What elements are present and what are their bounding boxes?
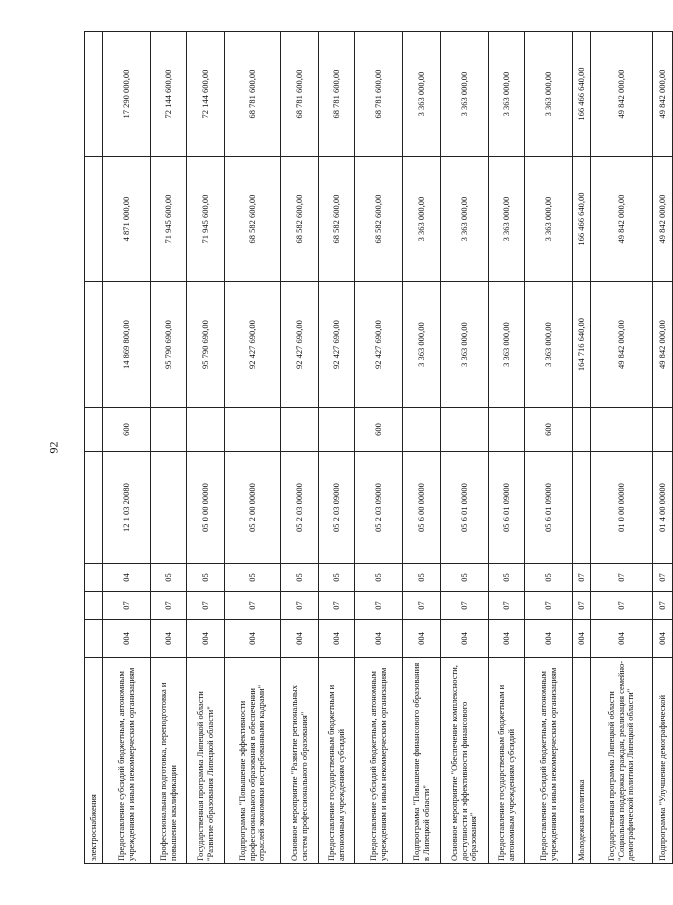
- table-cell: 72 144 600,00: [187, 32, 225, 157]
- table-cell: 4 871 000,00: [103, 157, 151, 282]
- table-row: [573, 32, 591, 864]
- table-cell: [281, 408, 319, 452]
- table-cell: [319, 408, 355, 452]
- table-cell: 14 869 800,00: [103, 282, 151, 408]
- row-name-cell: Предоставление субсидий бюджетным, автономным учреждениям и иным некоммерческим организациям: [525, 658, 573, 864]
- table-row: [591, 32, 653, 864]
- table-cell: 05 6 01 09000: [489, 452, 525, 564]
- row-name-cell: Подпрограмма "Улучшение демографической: [653, 658, 673, 864]
- table-cell: 3 363 000,00: [403, 157, 441, 282]
- table-cell: 004: [355, 620, 403, 658]
- table-cell: 3 363 000,00: [489, 157, 525, 282]
- table-cell: 07: [187, 592, 225, 620]
- table-cell: [489, 408, 525, 452]
- table-cell: 07: [653, 592, 673, 620]
- table-cell: 3 363 000,00: [489, 32, 525, 157]
- table-cell: 3 363 000,00: [441, 157, 489, 282]
- table-cell: 68 582 600,00: [319, 157, 355, 282]
- table-cell: 004: [525, 620, 573, 658]
- table-cell: 04: [103, 564, 151, 592]
- table-body: [85, 32, 673, 864]
- table-cell: 3 363 000,00: [441, 32, 489, 157]
- table-row: [151, 32, 187, 864]
- table-cell: 07: [103, 592, 151, 620]
- table-cell: 49 842 000,00: [591, 32, 653, 157]
- table-cell: 05 6 01 00000: [441, 452, 489, 564]
- row-name-cell: Предоставление субсидий бюджетным, автономным учреждениям и иным некоммерческим организациям: [103, 658, 151, 864]
- table-cell: 004: [573, 620, 591, 658]
- table-cell: 05 2 03 09000: [319, 452, 355, 564]
- table-cell: 92 427 690,00: [319, 282, 355, 408]
- table-row: [525, 32, 573, 864]
- table-cell: 3 363 000,00: [525, 32, 573, 157]
- table-cell: 004: [489, 620, 525, 658]
- row-name-cell: Профессиональная подготовка, переподготовка и повышение квалификации: [151, 658, 187, 864]
- row-name-cell: Государственная программа Липецкой области "Социальная поддержка граждан, реализация семейно-демографической политики Липецкой области": [591, 658, 653, 864]
- table-cell: 68 582 600,00: [355, 157, 403, 282]
- table-cell: [85, 32, 103, 157]
- row-name-cell: Подпрограмма "Повышение финансового образования в Липецкой области": [403, 658, 441, 864]
- table-cell: 92 427 690,00: [355, 282, 403, 408]
- table-cell: 004: [103, 620, 151, 658]
- table-cell: 05: [225, 564, 281, 592]
- table-cell: [85, 620, 103, 658]
- table-cell: [85, 408, 103, 452]
- table-cell: 004: [403, 620, 441, 658]
- rotated-table-wrapper: [84, 32, 673, 864]
- table-cell: [573, 452, 591, 564]
- table-cell: [187, 408, 225, 452]
- table-cell: [403, 408, 441, 452]
- table-cell: 004: [653, 620, 673, 658]
- row-name-cell: Предоставление субсидий бюджетным, автономным учреждениям и иным некоммерческим организациям: [355, 658, 403, 864]
- table-cell: 01 0 00 00000: [591, 452, 653, 564]
- table-cell: 004: [591, 620, 653, 658]
- table-cell: 004: [441, 620, 489, 658]
- table-row: [187, 32, 225, 864]
- table-cell: 95 790 690,00: [187, 282, 225, 408]
- budget-table: [84, 31, 673, 864]
- table-cell: 95 790 690,00: [151, 282, 187, 408]
- table-cell: 71 945 600,00: [151, 157, 187, 282]
- table-cell: 07: [573, 564, 591, 592]
- table-cell: 166 466 640,00: [573, 157, 591, 282]
- table-row: [355, 32, 403, 864]
- table-cell: 600: [355, 408, 403, 452]
- table-cell: 12 1 03 20080: [103, 452, 151, 564]
- table-cell: 05: [403, 564, 441, 592]
- table-cell: 07: [591, 592, 653, 620]
- table-row: [85, 32, 103, 864]
- row-name-cell: Предоставление государственным бюджетным и автономным учреждениям субсидий: [489, 658, 525, 864]
- table-cell: 49 842 000,00: [591, 157, 653, 282]
- table-cell: 3 363 000,00: [403, 282, 441, 408]
- table-cell: 3 363 000,00: [489, 282, 525, 408]
- table-cell: 3 363 000,00: [525, 157, 573, 282]
- table-cell: 004: [281, 620, 319, 658]
- page-number: 92: [46, 441, 61, 454]
- table-cell: 72 144 600,00: [151, 32, 187, 157]
- table-cell: 68 582 600,00: [225, 157, 281, 282]
- row-name-cell: Основное мероприятие "Обеспечение комплексности, доступности и эффективности финансового образования": [441, 658, 489, 864]
- table-cell: 49 842 000,00: [653, 32, 673, 157]
- table-cell: 07: [573, 592, 591, 620]
- table-cell: 68 781 600,00: [281, 32, 319, 157]
- table-cell: [85, 157, 103, 282]
- table-cell: [653, 408, 673, 452]
- table-cell: 004: [151, 620, 187, 658]
- table-cell: [85, 592, 103, 620]
- table-row: [653, 32, 673, 864]
- table-cell: 05 2 03 09000: [355, 452, 403, 564]
- table-cell: 3 363 000,00: [403, 32, 441, 157]
- table-cell: [151, 408, 187, 452]
- table-cell: 05 6 00 00000: [403, 452, 441, 564]
- table-row: [103, 32, 151, 864]
- table-cell: 68 781 600,00: [319, 32, 355, 157]
- table-cell: 05 6 01 09000: [525, 452, 573, 564]
- table-cell: 71 945 600,00: [187, 157, 225, 282]
- table-cell: 05: [489, 564, 525, 592]
- table-cell: 07: [403, 592, 441, 620]
- table-cell: [85, 452, 103, 564]
- table-cell: 05: [187, 564, 225, 592]
- table-row: [281, 32, 319, 864]
- table-row: [489, 32, 525, 864]
- table-cell: [85, 282, 103, 408]
- table-cell: [151, 452, 187, 564]
- table-cell: 07: [489, 592, 525, 620]
- table-cell: 07: [355, 592, 403, 620]
- table-cell: [225, 408, 281, 452]
- table-cell: 05 0 00 00000: [187, 452, 225, 564]
- row-name-cell: Предоставление государственным бюджетным и автономным учреждениям субсидий: [319, 658, 355, 864]
- table-cell: 05: [281, 564, 319, 592]
- table-cell: 01 4 00 00000: [653, 452, 673, 564]
- table-cell: 05: [355, 564, 403, 592]
- table-cell: 07: [653, 564, 673, 592]
- table-row: [319, 32, 355, 864]
- table-cell: 68 781 600,00: [355, 32, 403, 157]
- table-cell: [573, 408, 591, 452]
- table-cell: 07: [591, 564, 653, 592]
- row-name-cell: Основное мероприятие "Развитие региональных систем профессионального образования": [281, 658, 319, 864]
- table-cell: 92 427 690,00: [225, 282, 281, 408]
- table-cell: 49 842 000,00: [653, 157, 673, 282]
- table-cell: 004: [225, 620, 281, 658]
- table-cell: 004: [187, 620, 225, 658]
- table-cell: 05: [319, 564, 355, 592]
- table-cell: 49 842 000,00: [591, 282, 653, 408]
- table-cell: 68 582 600,00: [281, 157, 319, 282]
- table-cell: 68 781 600,00: [225, 32, 281, 157]
- table-cell: 07: [281, 592, 319, 620]
- table-cell: 05: [441, 564, 489, 592]
- table-cell: 05 2 03 00000: [281, 452, 319, 564]
- row-name-cell: Молодежная политика: [573, 658, 591, 864]
- table-cell: 3 363 000,00: [441, 282, 489, 408]
- table-cell: 05 2 00 00000: [225, 452, 281, 564]
- table-cell: [591, 408, 653, 452]
- table-cell: [441, 408, 489, 452]
- table-cell: 07: [151, 592, 187, 620]
- row-name-cell: Подпрограмма "Повышение эффективности профессионального образования в обеспечении отраслей экономики востребованными кадрами": [225, 658, 281, 864]
- table-cell: 600: [103, 408, 151, 452]
- table-cell: 07: [225, 592, 281, 620]
- table-cell: 07: [319, 592, 355, 620]
- table-cell: 07: [525, 592, 573, 620]
- table-cell: 004: [319, 620, 355, 658]
- table-cell: 05: [151, 564, 187, 592]
- table-row: [441, 32, 489, 864]
- table-cell: [85, 564, 103, 592]
- table-cell: 49 842 000,00: [653, 282, 673, 408]
- table-cell: 600: [525, 408, 573, 452]
- table-row: [403, 32, 441, 864]
- row-name-cell: Государственная программа Липецкой области "Развитие образования Липецкой области": [187, 658, 225, 864]
- table-row: [225, 32, 281, 864]
- table-cell: 3 363 000,00: [525, 282, 573, 408]
- row-name-cell: электроснабжения: [85, 658, 103, 864]
- table-cell: 164 716 640,00: [573, 282, 591, 408]
- table-cell: 07: [441, 592, 489, 620]
- table-cell: 05: [525, 564, 573, 592]
- table-cell: 17 290 000,00: [103, 32, 151, 157]
- table-cell: 92 427 690,00: [281, 282, 319, 408]
- table-cell: 166 466 640,00: [573, 32, 591, 157]
